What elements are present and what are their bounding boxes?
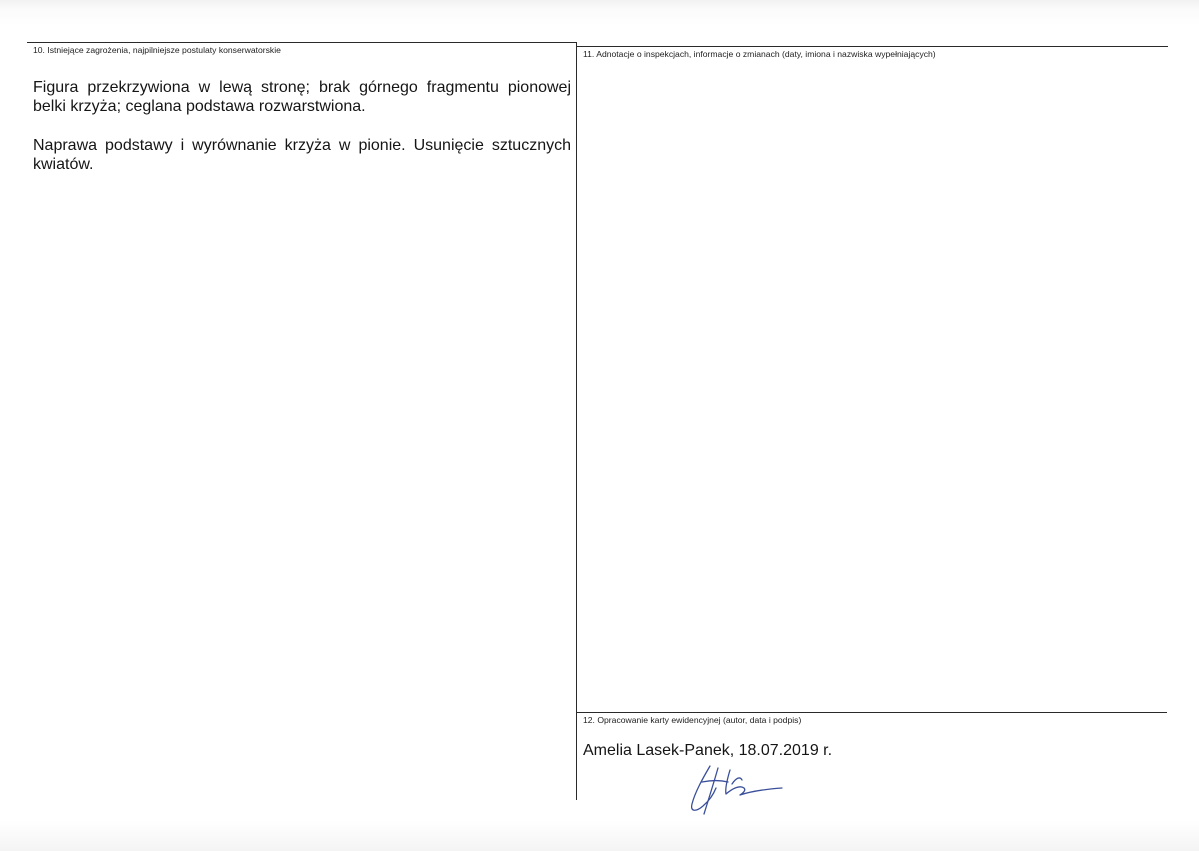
section-12-label: 12. Opracowanie karty ewidencyjnej (autor, data i podpis) xyxy=(583,715,802,725)
handwritten-signature xyxy=(670,760,800,818)
section-11-top-rule xyxy=(577,46,1168,47)
author-date-text: Amelia Lasek-Panek, 18.07.2019 r. xyxy=(583,742,833,759)
column-divider xyxy=(576,42,577,800)
section-10-label: 10. Istniejące zagrożenia, najpilniejsze postulaty konserwatorskie xyxy=(33,45,281,55)
section-12-top-rule xyxy=(577,712,1167,713)
conservation-postulates-text: Naprawa podstawy i wyrównanie krzyża w pionie. Usunięcie sztucznych kwiatów. xyxy=(33,137,571,173)
section-10-top-rule xyxy=(27,42,577,43)
section-11-label: 11. Adnotacje o inspekcjach, informacje o zmianach (daty, imiona i nazwiska wypełniających) xyxy=(583,49,936,59)
threats-text: Figura przekrzywiona w lewą stronę; brak górnego fragmentu pionowej belki krzyża; ceglana podstawa rozwarstwiona. xyxy=(33,79,571,115)
